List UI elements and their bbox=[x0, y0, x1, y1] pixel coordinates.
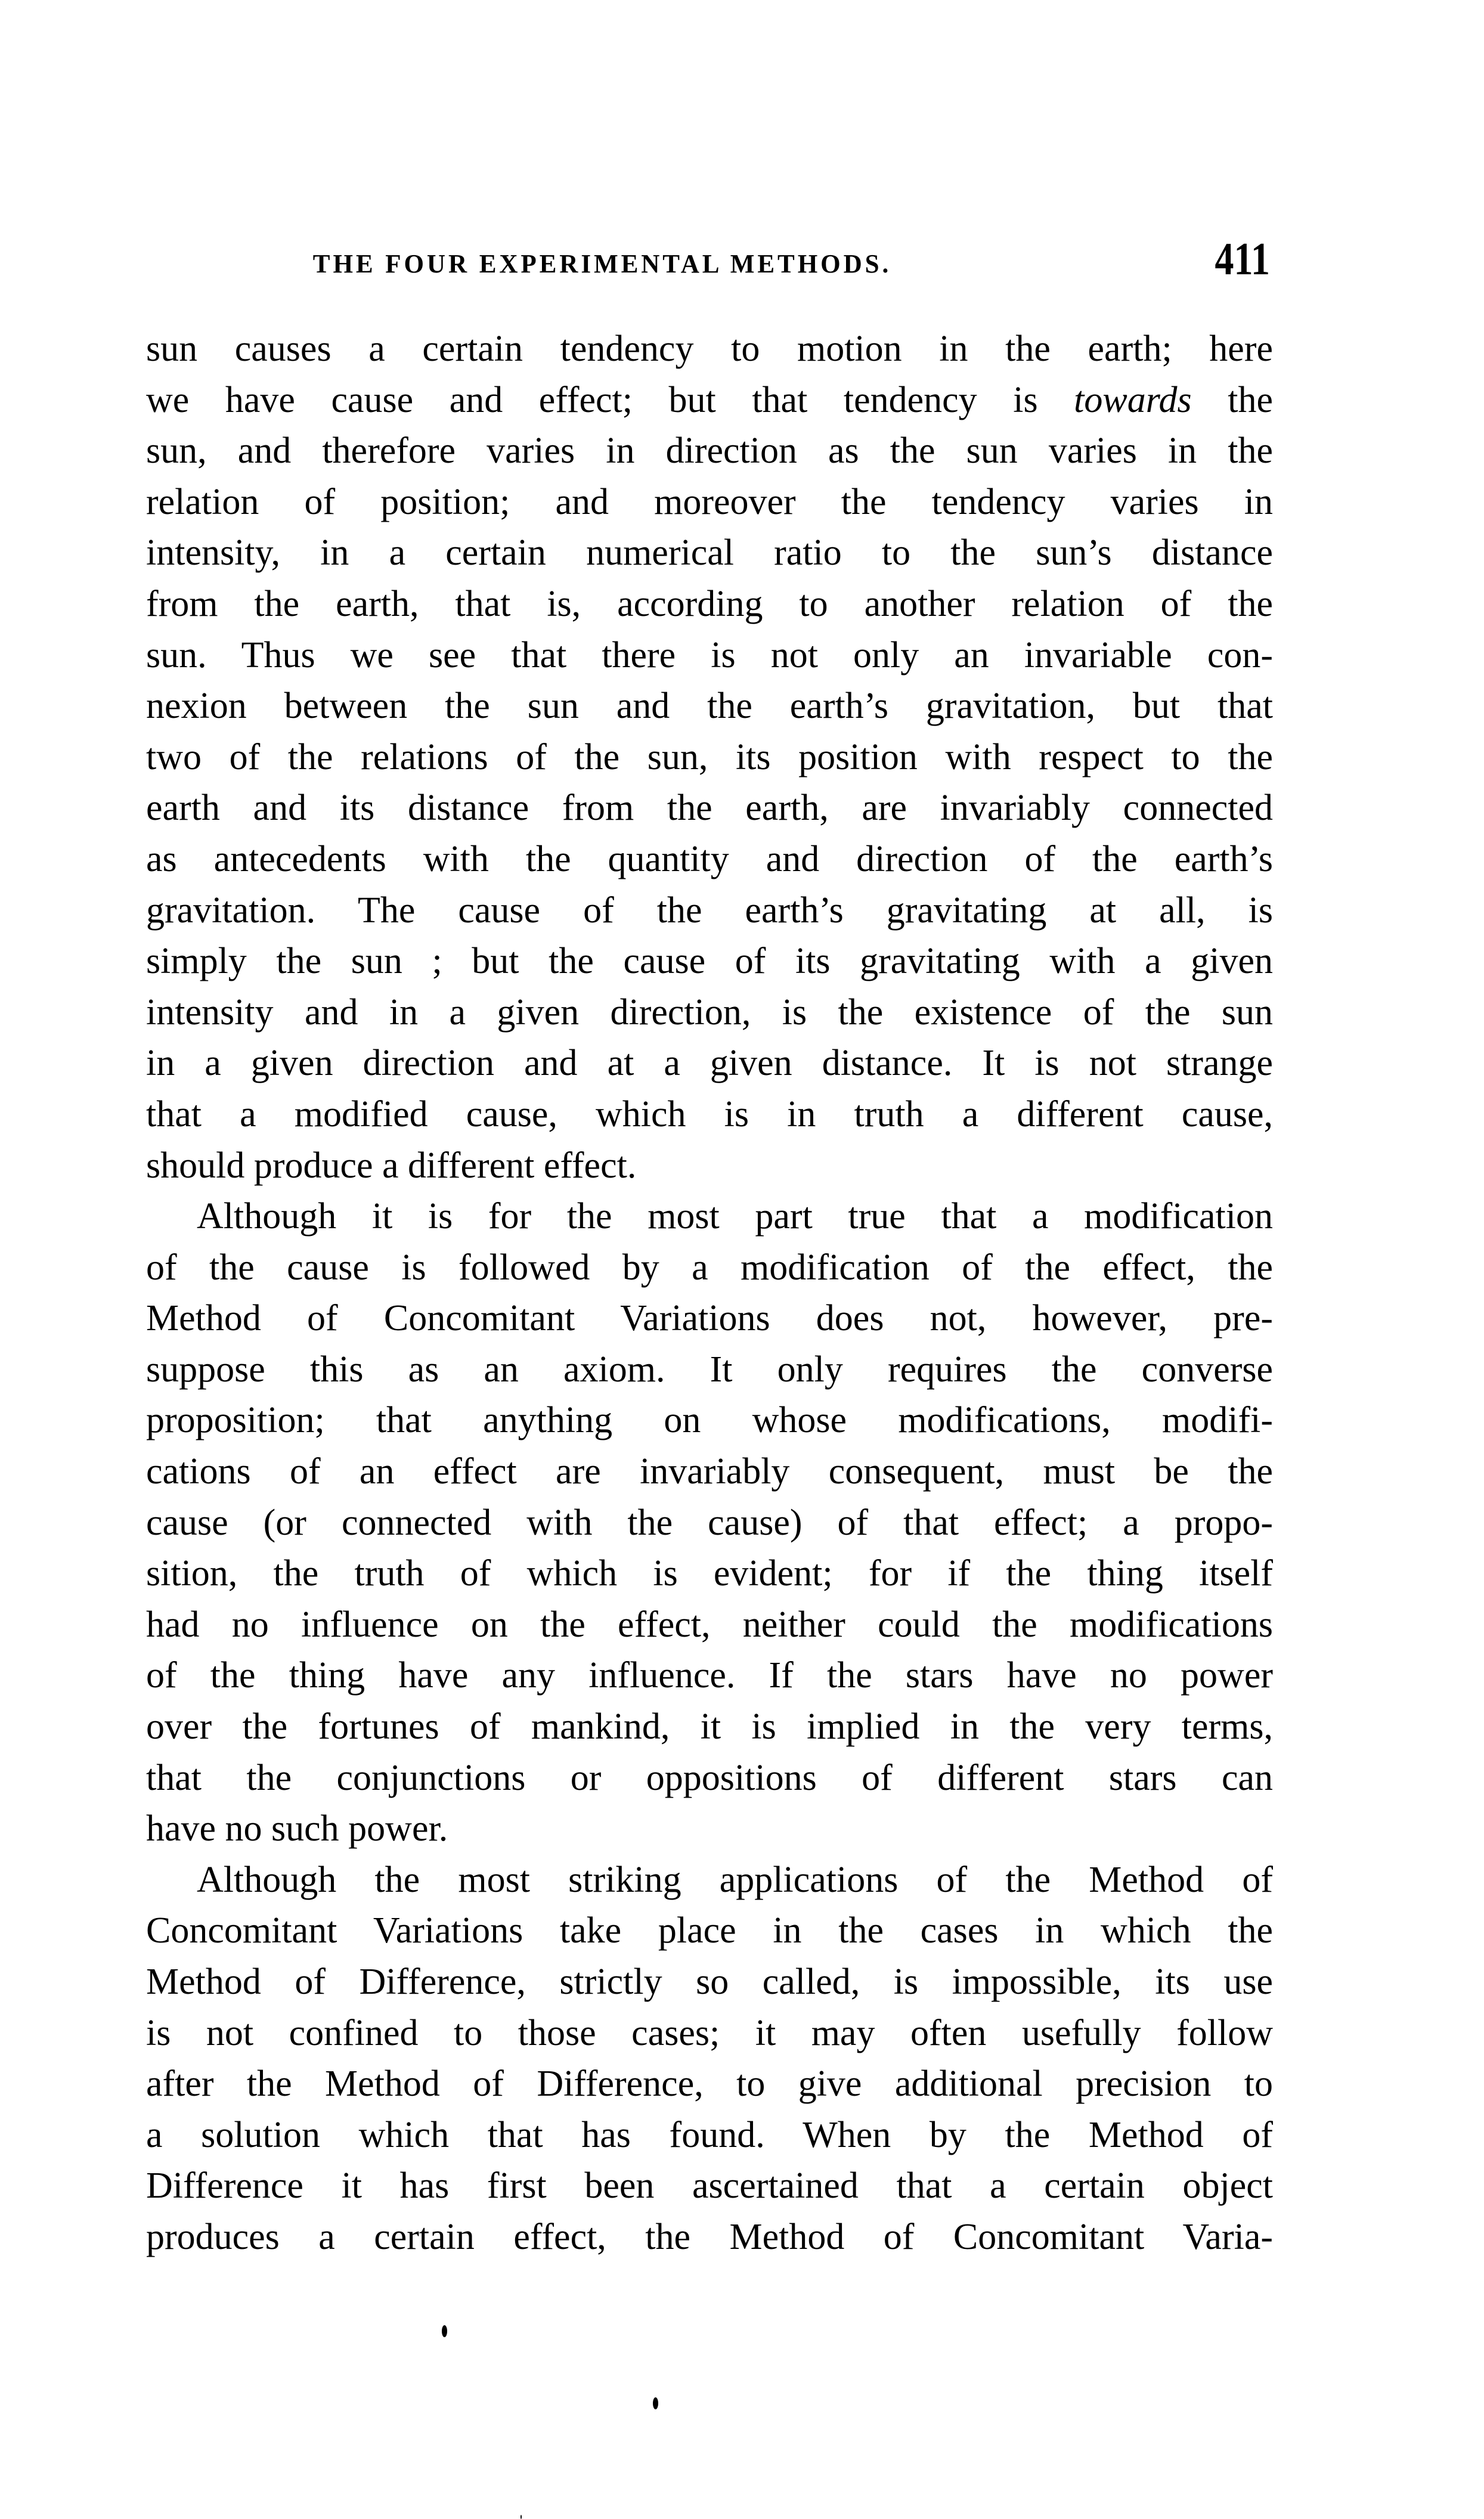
running-head bbox=[149, 233, 1270, 295]
ink-speck bbox=[521, 2515, 522, 2519]
text-line: intensity and in a given direction, is the existence of the sun bbox=[146, 992, 1273, 1033]
paragraph bbox=[146, 1191, 1273, 1855]
text-line: suppose this as an axiom. It only requires the converse bbox=[146, 1349, 1273, 1390]
text-line: gravitation. The cause of the earth’s gravitating at all, is bbox=[146, 890, 1273, 931]
page-number: 411 bbox=[1215, 233, 1270, 284]
text-line: as antecedents with the quantity and direction of the earth’s bbox=[146, 838, 1273, 879]
text-line: intensity, in a certain numerical ratio to the sun’s distance bbox=[146, 532, 1273, 574]
ink-speck bbox=[442, 2325, 447, 2337]
text-line: Method of Concomitant Variations does not, however, pre- bbox=[146, 1298, 1273, 1339]
text-line: sition, the truth of which is evident; for if the thing itself bbox=[146, 1553, 1273, 1594]
text-line: nexion between the sun and the earth’s gravitation, but that bbox=[146, 686, 1273, 727]
text-line: over the fortunes of mankind, it is implied in the very terms, bbox=[146, 1706, 1273, 1748]
ink-speck bbox=[653, 2397, 658, 2409]
text-line: cations of an effect are invariably consequent, must be the bbox=[146, 1451, 1273, 1492]
paragraph bbox=[146, 324, 1273, 1191]
body-text bbox=[146, 324, 1273, 2263]
text-line: is not confined to those cases; it may often usefully follow bbox=[146, 2012, 1273, 2053]
text-line: Method of Difference, strictly so called, is impossible, its use bbox=[146, 1962, 1273, 2002]
text-line: Difference it has first been ascertained that a certain object bbox=[146, 2165, 1273, 2207]
text-line: sun, and therefore varies in direction as the sun varies in the bbox=[146, 430, 1273, 472]
text-line: produces a certain effect, the Method of Concomitant Varia- bbox=[146, 2216, 1273, 2257]
text-line: relation of position; and moreover the tendency varies in bbox=[146, 481, 1273, 522]
text-line: simply the sun ; but the cause of its gravitating with a given bbox=[146, 941, 1273, 982]
text-line: that the conjunctions or oppositions of different stars can bbox=[146, 1757, 1273, 1798]
text-line: earth and its distance from the earth, are invariably connected bbox=[146, 788, 1273, 829]
text-line: of the cause is followed by a modification of the effect, the bbox=[146, 1247, 1273, 1288]
text-line: Although the most striking applications of the Method of bbox=[197, 1859, 1273, 1900]
text-line: after the Method of Difference, to give additional precision to bbox=[146, 2063, 1273, 2105]
emphasized-word: towards bbox=[1074, 379, 1192, 420]
text-line: a solution which that has found. When by the Method of bbox=[146, 2114, 1273, 2155]
text-line: Concomitant Variations take place in the cases in which the bbox=[146, 1910, 1273, 1951]
text-line: sun causes a certain tendency to motion in the earth; here bbox=[146, 329, 1273, 369]
text-line: two of the relations of the sun, its position with respect to the bbox=[146, 736, 1273, 777]
text-line: have no such power. bbox=[146, 1808, 448, 1849]
text-line: Although it is for the most part true that a modification bbox=[197, 1196, 1273, 1237]
running-title: THE FOUR EXPERIMENTAL METHODS. bbox=[312, 249, 892, 278]
text-line: we have cause and effect; but that tendency is towards the bbox=[146, 379, 1273, 420]
text-line: had no influence on the effect, neither could the modifications bbox=[146, 1604, 1273, 1645]
text-line: cause (or connected with the cause) of that effect; a propo- bbox=[146, 1502, 1273, 1543]
text-line: sun. Thus we see that there is not only an invariable con- bbox=[146, 634, 1273, 676]
text-line: in a given direction and at a given distance. It is not strange bbox=[146, 1043, 1273, 1084]
text-line: that a modified cause, which is in truth a different cause, bbox=[146, 1093, 1273, 1135]
text-line: proposition; that anything on whose modifications, modifi- bbox=[146, 1400, 1273, 1441]
text-line: from the earth, that is, according to another relation of the bbox=[146, 583, 1273, 624]
text-line: of the thing have any influence. If the stars have no power bbox=[146, 1655, 1273, 1696]
text-line: should produce a different effect. bbox=[146, 1145, 637, 1186]
paragraph bbox=[146, 1855, 1273, 2263]
